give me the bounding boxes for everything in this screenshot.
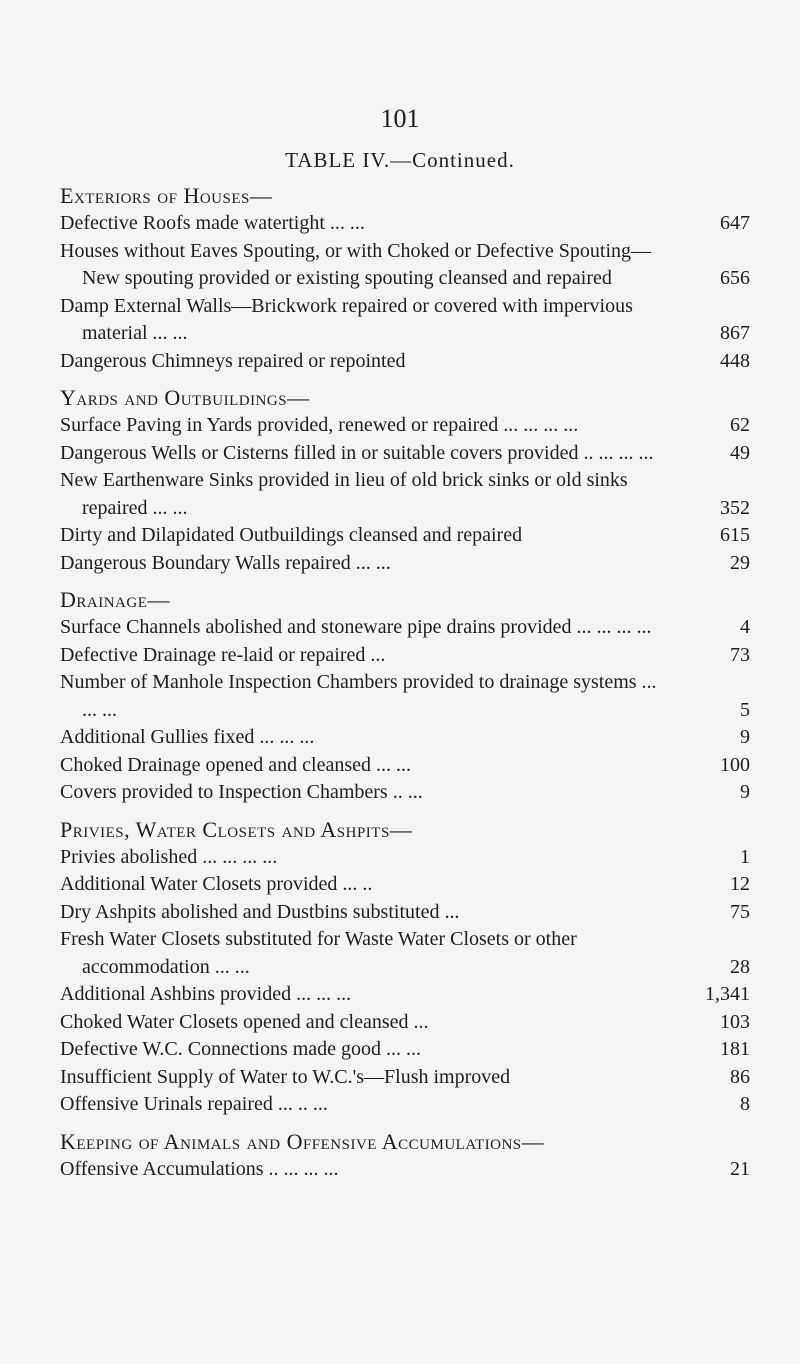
table-row [60,522,750,550]
row-label: Defective W.C. Connections made good ... ... [60,1038,422,1060]
section-title: Keeping of Animals and Offensive Accumulations— [60,1128,545,1154]
row-label: Fresh Water Closets substituted for Waste Water Closets or other accommodation ... ... [60,928,577,978]
row-label: Houses without Eaves Spouting, or with Choked or Defective Spouting—New spouting provided or existing spouting cleansed and repaired [60,239,652,289]
table-body [60,182,750,1183]
row-value: 448 [720,349,750,372]
row-label: Additional Ashbins provided ... ... ... [60,983,352,1005]
row-value: 867 [720,322,750,344]
table-row [60,669,750,724]
row-label: Defective Drainage re-laid or repaired ... [60,643,386,666]
row-value: 103 [720,1010,750,1033]
row-label: Dangerous Chimneys repaired or repointed [60,349,406,372]
row-value: 28 [730,955,750,978]
table-row [60,1091,750,1119]
section-title: Exteriors of Houses— [60,183,273,208]
row-value: 21 [730,1157,750,1180]
table-row [60,1036,750,1064]
row-label: Dangerous Boundary Walls repaired ... ... [60,551,391,574]
section-title: Yards and Outbuildings— [60,385,310,410]
row-value: 647 [720,212,750,234]
table-row [60,614,750,642]
table-row [60,844,750,872]
section-title: Drainage— [60,587,170,612]
row-label: New Earthenware Sinks provided in lieu of old brick sinks or old sinks repaired ... ... [60,469,628,519]
table-row [60,779,750,807]
row-label: Additional Gullies fixed ... ... ... [60,726,315,748]
row-label: Dirty and Dilapidated Outbuildings cleansed and repaired [60,524,523,546]
table-row [60,1064,750,1092]
table-row [60,871,750,899]
table-row [60,926,750,981]
row-label: Surface Channels abolished and stoneware pipe drains provided ... ... ... ... [60,616,652,638]
table-row [60,1009,750,1037]
row-label: Additional Water Closets provided ... .. [60,873,373,895]
table-row [60,899,750,927]
row-value: 8 [740,1093,750,1115]
row-value: 5 [740,698,750,721]
table-row [60,752,750,780]
table-row [60,550,750,578]
row-value: 352 [720,496,750,519]
table-row [60,238,750,293]
table-row [60,724,750,752]
row-value: 1 [740,845,750,868]
row-label: Offensive Accumulations .. ... ... ... [60,1157,339,1180]
row-label: Dry Ashpits abolished and Dustbins substituted ... [60,900,460,923]
row-label: Defective Roofs made watertight ... ... [60,212,365,234]
table-row [60,348,750,376]
row-value: 656 [720,267,750,289]
row-label: Surface Paving in Yards provided, renewed or repaired ... ... ... ... [60,414,579,436]
row-value: 12 [730,873,750,895]
row-value: 181 [720,1038,750,1060]
row-value: 29 [730,551,750,574]
row-value: 86 [730,1065,750,1088]
row-label: Dangerous Wells or Cisterns filled in or suitable covers provided .. ... ... ... [60,441,654,464]
table-title: TABLE IV.—Continued. [285,148,515,172]
row-value: 100 [720,753,750,776]
row-value: 4 [740,616,750,638]
row-value: 9 [740,781,750,803]
table-row [60,440,750,468]
table-row [60,293,750,348]
section-title: Privies, Water Closets and Ashpits— [60,816,413,842]
table-row [60,1156,750,1184]
row-label: Privies abolished ... ... ... ... [60,845,278,868]
row-label: Number of Manhole Inspection Chambers provided to drainage systems ... ... ... [60,671,657,721]
row-label: Choked Drainage opened and cleansed ... ... [60,753,411,776]
row-label: Offensive Urinals repaired ... .. ... [60,1093,328,1115]
table-row [60,642,750,670]
row-value: 9 [740,726,750,748]
table-row [60,210,750,238]
row-label: Choked Water Closets opened and cleansed ... [60,1010,429,1033]
row-value: 73 [730,643,750,666]
row-label: Insufficient Supply of Water to W.C.'s—Flush improved [60,1065,511,1088]
table-row [60,412,750,440]
table-row [60,981,750,1009]
row-value: 1,341 [705,983,750,1005]
table-row [60,467,750,522]
row-value: 615 [720,524,750,546]
row-value: 62 [730,414,750,436]
row-label: Damp External Walls—Brickwork repaired or covered with impervious material ... ... [60,294,633,344]
page-number: 101 [380,104,420,133]
row-label: Covers provided to Inspection Chambers .. ... [60,781,423,803]
row-value: 49 [730,441,750,464]
row-value: 75 [730,900,750,923]
